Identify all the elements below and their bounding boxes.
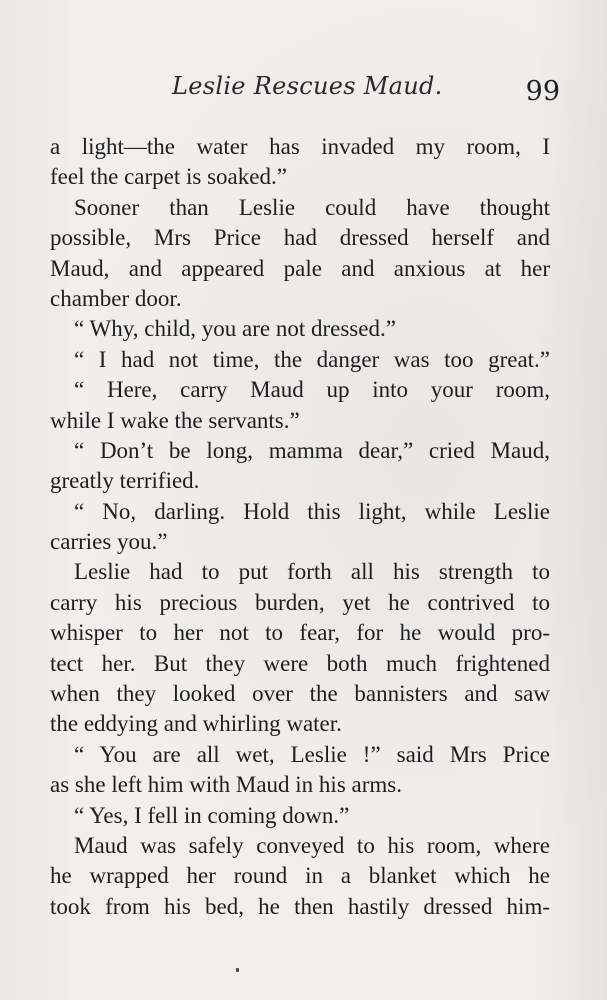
text-line: chamber door. xyxy=(50,285,182,311)
printer-mark xyxy=(236,968,239,972)
text-line: Maud was safely conveyed to his room, where xyxy=(74,832,550,858)
text-line: whisper to her not to fear, for he would pro- xyxy=(50,620,550,646)
text-line: “ Here, carry Maud up into your room, xyxy=(74,377,550,403)
text-line: a light—the water has invaded my room, I xyxy=(50,134,550,159)
body-text xyxy=(50,132,550,922)
text-line: tect her. But they were both much frightened xyxy=(50,650,550,676)
text-line: feel the carpet is soaked.” xyxy=(50,164,287,190)
text-line: when they looked over the bannisters and saw xyxy=(50,681,550,707)
text-line: took from his bed, he then hastily dressed him- xyxy=(50,893,550,919)
text-line: carries you.” xyxy=(50,529,168,555)
text-line: “ You are all wet, Leslie !” said Mrs Price xyxy=(74,741,550,767)
text-line: carry his precious burden, yet he contrived to xyxy=(50,589,550,615)
text-line: while I wake the servants.” xyxy=(50,407,300,433)
text-line: he wrapped her round in a blanket which he xyxy=(50,863,550,889)
text-line: Leslie had to put forth all his strength to xyxy=(74,559,550,585)
text-line: possible, Mrs Price had dressed herself and xyxy=(50,225,550,251)
text-line: “ Why, child, you are not dressed.” xyxy=(74,316,396,342)
text-line: “ I had not time, the danger was too great.” xyxy=(74,346,550,372)
text-line: greatly terrified. xyxy=(50,468,200,494)
page-header xyxy=(50,70,560,114)
text-line: “ Yes, I fell in coming down.” xyxy=(74,802,350,828)
text-line: Maud, and appeared pale and anxious at her xyxy=(50,255,550,281)
text-line: “ No, darling. Hold this light, while Leslie xyxy=(74,498,550,524)
text-line: as she left him with Maud in his arms. xyxy=(50,772,402,798)
text-line: Sooner than Leslie could have thought xyxy=(74,194,550,220)
text-line: “ Don’t be long, mamma dear,” cried Maud, xyxy=(74,437,550,463)
text-line: the eddying and whirling water. xyxy=(50,711,342,737)
page-number: 99 xyxy=(525,76,560,107)
running-title: Leslie Rescues Maud. xyxy=(172,72,443,100)
